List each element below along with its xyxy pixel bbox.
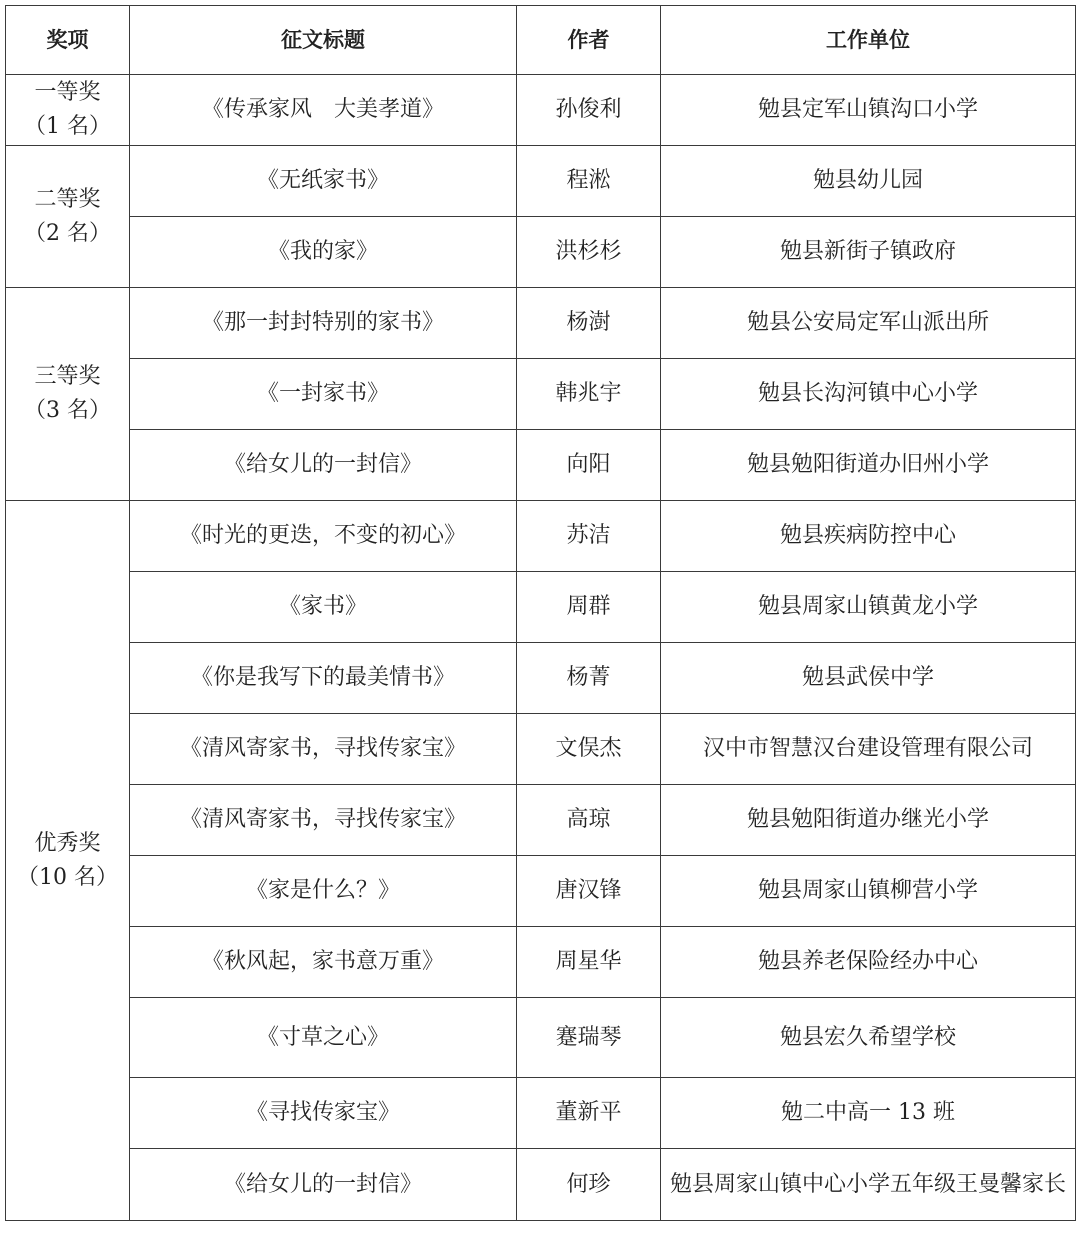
header-award: 奖项: [6, 6, 130, 75]
entry-title: 《寸草之心》: [130, 998, 517, 1078]
entry-title: 《秋风起，家书意万重》: [130, 927, 517, 998]
entry-unit: 勉县宏久希望学校: [661, 998, 1076, 1078]
table-row: [6, 1078, 1076, 1149]
tier-count: （10 名）: [17, 864, 118, 890]
entry-title: 《清风寄家书，寻找传家宝》: [130, 714, 517, 785]
entry-title: 《你是我写下的最美情书》: [130, 643, 517, 714]
table-row: [6, 430, 1076, 501]
entry-unit: 勉县长沟河镇中心小学: [661, 359, 1076, 430]
table-row: [6, 1149, 1076, 1221]
entry-title: 《给女儿的一封信》: [130, 430, 517, 501]
table-row: [6, 714, 1076, 785]
entry-author: 周群: [517, 572, 661, 643]
entry-title: 《我的家》: [130, 217, 517, 288]
entry-title: 《寻找传家宝》: [130, 1078, 517, 1149]
tier-count: （3 名）: [24, 398, 111, 423]
entry-author: 洪杉杉: [517, 217, 661, 288]
entry-author: 高琼: [517, 785, 661, 856]
header-row: [6, 6, 1076, 75]
entry-title: 《无纸家书》: [130, 146, 517, 217]
tier-cell-third: [6, 288, 130, 501]
entry-title: 《一封家书》: [130, 359, 517, 430]
entry-author: 董新平: [517, 1078, 661, 1149]
entry-unit: 勉县周家山镇柳营小学: [661, 856, 1076, 927]
entry-author: 苏洁: [517, 501, 661, 572]
entry-title: 《清风寄家书，寻找传家宝》: [130, 785, 517, 856]
entry-author: 杨菁: [517, 643, 661, 714]
entry-author: 周星华: [517, 927, 661, 998]
tier-name: 一等奖: [34, 80, 101, 105]
table-row: [6, 927, 1076, 998]
header-author: 作者: [517, 6, 661, 75]
tier-name: 二等奖: [34, 186, 101, 212]
table-row: [6, 785, 1076, 856]
table-row: [6, 75, 1076, 146]
entry-title: 《传承家风 大美孝道》: [130, 75, 517, 146]
tier-cell-first: [6, 75, 130, 146]
entry-title: 《家是什么？》: [130, 856, 517, 927]
entry-unit: 勉县周家山镇中心小学五年级王曼馨家长: [661, 1149, 1076, 1221]
table-row: [6, 643, 1076, 714]
tier-count: （2 名）: [24, 220, 111, 246]
entry-unit: 勉县武侯中学: [661, 643, 1076, 714]
entry-author: 何珍: [517, 1149, 661, 1221]
entry-unit: 勉县养老保险经办中心: [661, 927, 1076, 998]
entry-author: 蹇瑞琴: [517, 998, 661, 1078]
entry-title: 《给女儿的一封信》: [130, 1149, 517, 1221]
entry-author: 韩兆宇: [517, 359, 661, 430]
table-row: [6, 359, 1076, 430]
entry-author: 孙俊利: [517, 75, 661, 146]
table-row: [6, 146, 1076, 217]
entry-author: 向阳: [517, 430, 661, 501]
entry-unit: 勉县勉阳街道办旧州小学: [661, 430, 1076, 501]
entry-unit: 勉县定军山镇沟口小学: [661, 75, 1076, 146]
entry-author: 唐汉锋: [517, 856, 661, 927]
table-row: [6, 501, 1076, 572]
entry-unit: 勉县勉阳街道办继光小学: [661, 785, 1076, 856]
table-row: [6, 856, 1076, 927]
tier-cell-second: [6, 146, 130, 288]
entry-unit: 勉县公安局定军山派出所: [661, 288, 1076, 359]
header-title: 征文标题: [130, 6, 517, 75]
tier-cell-merit: [6, 501, 130, 1221]
awards-table: [5, 5, 1076, 1221]
entry-unit: 勉县新街子镇政府: [661, 217, 1076, 288]
table-row: [6, 288, 1076, 359]
table-row: [6, 572, 1076, 643]
entry-author: 文俣杰: [517, 714, 661, 785]
tier-name: 三等奖: [34, 364, 101, 389]
entry-unit: 汉中市智慧汉台建设管理有限公司: [661, 714, 1076, 785]
tier-name: 优秀奖: [34, 830, 101, 856]
entry-unit: 勉县周家山镇黄龙小学: [661, 572, 1076, 643]
header-unit: 工作单位: [661, 6, 1076, 75]
table-row: [6, 217, 1076, 288]
entry-title: 《时光的更迭，不变的初心》: [130, 501, 517, 572]
entry-author: 杨澍: [517, 288, 661, 359]
table-row: [6, 998, 1076, 1078]
entry-author: 程淞: [517, 146, 661, 217]
entry-title: 《家书》: [130, 572, 517, 643]
entry-unit: 勉县幼儿园: [661, 146, 1076, 217]
entry-title: 《那一封封特别的家书》: [130, 288, 517, 359]
entry-unit: 勉二中高一 13 班: [661, 1078, 1076, 1149]
entry-unit: 勉县疾病防控中心: [661, 501, 1076, 572]
tier-count: （1 名）: [24, 114, 111, 139]
